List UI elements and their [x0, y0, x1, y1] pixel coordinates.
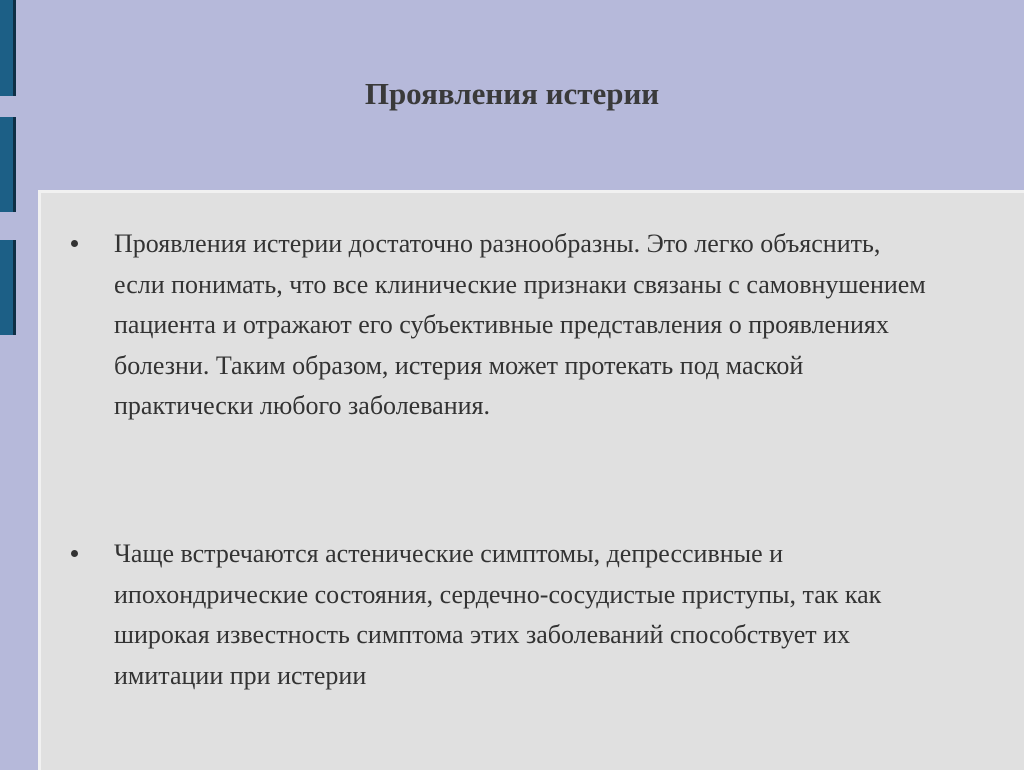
bullet-dot-icon: [71, 240, 78, 247]
bullet-item: [71, 534, 931, 696]
accent-bar-middle: [0, 117, 16, 212]
accent-bar-bottom: [0, 240, 16, 335]
content-panel: [38, 190, 1024, 770]
bullet-text: Проявления истерии достаточно разнообразны. Это легко объяснить, если понимать, что все клинические признаки связаны с самовнушением пациента и отражают его субъективные представления о проявлениях болезни. Таким образом, истерия может протекать под маской практически любого заболевания.: [114, 229, 926, 420]
bullet-dot-icon: [71, 550, 78, 557]
slide-title: Проявления истерии: [364, 76, 660, 111]
bullet-item: [71, 224, 931, 427]
bullet-text: Чаще встречаются астенические симптомы, депрессивные и ипохондрические состояния, сердечно-сосудистые приступы, так как широкая известность симптома этих заболеваний способствует их имитации при истерии: [114, 539, 882, 690]
